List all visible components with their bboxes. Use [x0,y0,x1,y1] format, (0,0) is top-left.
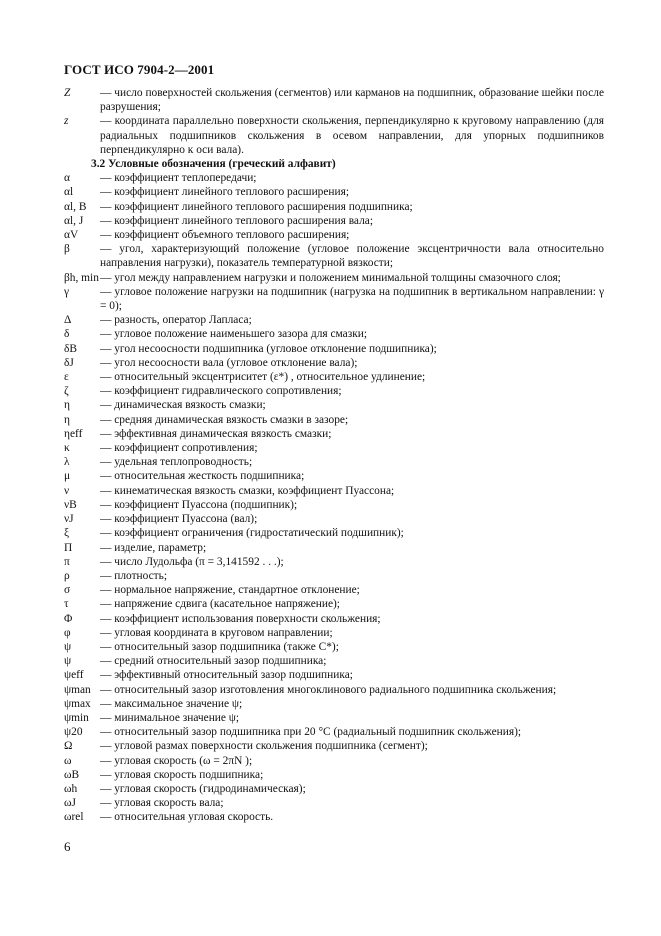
definition-row [64,697,604,711]
greek-definitions [64,171,604,824]
definition-text: — число поверхностей скольжения (сегментов) или карманов на подшипник, образование шейки после разрушения; [100,87,604,114]
definition-symbol: δJ [64,356,74,369]
definition-text: — кинематическая вязкость смазки, коэффициент Пуассона; [100,484,395,497]
definition-symbol: μ [64,470,71,483]
document-header: ГОСТ ИСО 7904-2—2001 [64,62,215,77]
definition-text: — угловая скорость вала; [100,797,224,810]
definition-text: — относительная жесткость подшипника; [100,470,305,483]
definition-row [64,285,604,313]
definition-symbol: ωrel [64,811,84,824]
definition-symbol: β [64,243,70,256]
definition-row [64,711,604,725]
definition-row [64,356,604,370]
definition-row [64,469,604,483]
definition-symbol: π [64,555,70,568]
definition-symbol: τ [64,598,69,611]
definition-symbol: ν [64,484,70,497]
definition-symbol: δ [64,328,70,341]
definition-text: — координата параллельно поверхности скольжения, перпендикулярно к круговому направлению (для радиальных подшипников скольжения в осевом направлении, для упорных подшипников перпендикулярно к оси вала). [100,115,604,156]
definition-symbol: ψman [64,683,91,696]
definition-symbol: αl, J [64,214,84,227]
definition-symbol: ξ [64,527,70,540]
definition-row [64,512,604,526]
definition-text: — относительная угловая скорость. [100,811,274,824]
definition-text: — минимальное значение ψ; [100,711,240,724]
definition-text: — относительный эксцентриситет (ε*) , относительное удлинение; [100,371,426,384]
definition-text: — изделие, параметр; [100,541,207,554]
definition-symbol: ψmax [64,697,91,710]
definition-symbol: σ [64,584,71,597]
definition-row [64,455,604,469]
definition-row [64,327,604,341]
definition-row [64,541,604,555]
definition-text: — напряжение сдвига (касательное напряжение); [100,598,340,611]
definition-text: — угловой размах поверхности скольжения подшипника (сегмент); [100,740,428,753]
definition-row [64,214,604,228]
definition-row [64,171,604,185]
definition-row [64,583,604,597]
definition-symbol: δB [64,342,77,355]
definition-symbol: ωB [64,768,80,781]
definition-text: — угол несоосности вала (угловое отклонение вала); [100,356,358,369]
definition-row [64,498,604,512]
definition-row [64,398,604,412]
definition-row [64,526,604,540]
definition-text: — разность, оператор Лапласа; [100,314,252,327]
definition-symbol: αV [64,229,79,242]
definition-symbol: νJ [64,513,74,526]
definition-symbol: Ω [64,740,73,753]
definition-symbol: νB [64,498,77,511]
definition-symbol: ψmin [64,711,89,724]
definition-text: — коэффициент теплопередачи; [100,172,257,185]
definition-row [64,313,604,327]
definition-text: — угол, характеризующий положение (угловое положение эксцентричности вала относительно направления нагрузки), показатель температурной вязкости; [100,243,604,270]
definition-symbol: η [64,413,70,426]
definition-symbol: ηeff [64,427,83,440]
definition-text: — угловое положение наименьшего зазора для смазки; [100,328,367,341]
definition-text: — число Лудольфа (π = 3,141592 . . .); [100,555,284,568]
definition-text: — угол между направлением нагрузки и положением минимальной толщины смазочного слоя; [100,271,561,284]
definition-row [64,754,604,768]
definition-text: — угловое положение нагрузки на подшипник (нагрузка на подшипник в вертикальном направлении: γ = 0); [100,285,604,313]
definition-row [64,796,604,810]
definition-symbol: η [64,399,70,412]
definition-row [64,612,604,626]
definition-symbol: ψeff [64,669,84,682]
definition-symbol: ωh [64,782,78,795]
definition-row [64,640,604,654]
definition-symbol: ε [64,371,69,384]
definition-text: — относительный зазор изготовления многоклинового радиального подшипника скольжения; [100,683,557,696]
definition-row [64,271,604,285]
definition-symbol: ψ [64,655,72,668]
definition-text: — коэффициент сопротивления; [100,442,258,455]
definition-row [64,683,604,697]
definition-symbol: ωJ [64,797,76,810]
definition-text: — угловая скорость подшипника; [100,768,264,781]
definition-symbol: λ [64,456,70,469]
definition-text: — коэффициент ограничения (гидростатический подшипник); [100,527,404,540]
page-number: 6 [64,839,71,854]
definition-symbol: κ [64,442,70,455]
definition-symbol: αl [64,186,74,199]
definition-row [64,739,604,753]
definition-row [64,810,604,824]
definition-text: — эффективная динамическая вязкость смазки; [100,427,332,440]
definition-row [64,86,604,114]
definition-row [64,200,604,214]
definition-row [64,370,604,384]
section-heading: 3.2 Условные обозначения (греческий алфавит) [91,158,336,171]
definition-text: — угловая скорость (ω = 2πN ); [100,754,253,767]
definition-text: — угол несоосности подшипника (угловое отклонение подшипника); [100,342,437,355]
definitions-list [64,86,604,825]
definition-text: — средняя динамическая вязкость смазки в зазоре; [100,413,349,426]
definition-row [64,654,604,668]
definition-text: — относительный зазор подшипника (также C*); [100,640,339,653]
definition-text: — максимальное значение ψ; [100,697,243,710]
definition-text: — динамическая вязкость смазки; [100,399,266,412]
definition-symbol: α [64,172,70,185]
definition-row [64,185,604,199]
definition-symbol: ω [64,754,72,767]
definition-row [64,725,604,739]
definition-symbol: z [64,115,69,128]
definition-row [64,384,604,398]
definition-text: — коэффициент объемного теплового расширения; [100,229,350,242]
definition-symbol: ψ [64,640,72,653]
definition-text: — плотность; [100,569,168,582]
definition-row [64,626,604,640]
definition-symbol: Π [64,541,73,554]
definition-text: — коэффициент Пуассона (вал); [100,513,258,526]
definition-text: — коэффициент линейного теплового расширения подшипника; [100,200,413,213]
definition-row [64,569,604,583]
definition-text: — коэффициент использования поверхности скольжения; [100,612,381,625]
definition-row [64,441,604,455]
definition-text: — нормальное напряжение, стандартное отклонение; [100,584,360,597]
definition-row [64,242,604,270]
definition-symbol: ζ [64,385,69,398]
definition-text: — эффективный относительный зазор подшипника; [100,669,353,682]
definition-symbol: αl, B [64,200,87,213]
definition-symbol: βh, min [64,271,99,284]
definition-symbol: ψ20 [64,726,83,739]
definition-symbol: Z [64,87,71,99]
definition-row [64,782,604,796]
definition-row [64,342,604,356]
definition-row [64,427,604,441]
definition-row [64,228,604,242]
definition-text: — коэффициент Пуассона (подшипник); [100,498,298,511]
definition-symbol: Δ [64,314,72,327]
definition-symbol: φ [64,626,71,639]
definition-symbol: ρ [64,569,70,582]
definition-text: — угловая скорость (гидродинамическая); [100,782,306,795]
definition-row [64,668,604,682]
definition-row [64,413,604,427]
definition-text: — коэффициент линейного теплового расширения; [100,186,350,199]
definition-text: — средний относительный зазор подшипника; [100,655,327,668]
definition-symbol: γ [64,285,70,298]
definition-text: — относительный зазор подшипника при 20 °С (радиальный подшипник скольжения); [100,726,522,739]
definition-row [64,114,604,157]
definition-text: — коэффициент линейного теплового расширения вала; [100,214,373,227]
definition-symbol: Φ [64,612,73,625]
definition-row [64,768,604,782]
definition-text: — коэффициент гидравлического сопротивления; [100,385,342,398]
definition-row [64,484,604,498]
definition-row [64,555,604,569]
definition-text: — угловая координата в круговом направлении; [100,626,333,639]
definition-text: — удельная теплопроводность; [100,456,253,469]
definition-row [64,597,604,611]
